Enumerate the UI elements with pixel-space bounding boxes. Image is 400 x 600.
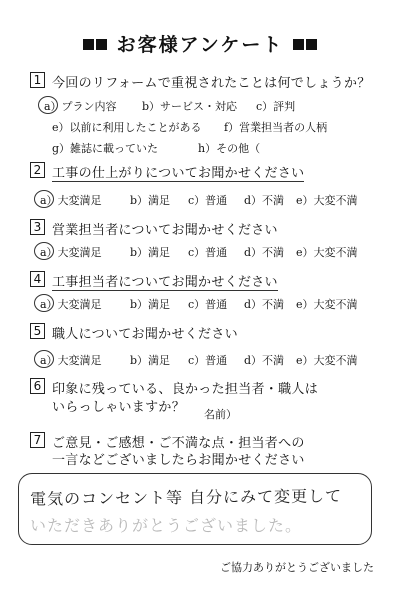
question-number: 1 [30,72,45,88]
question-text: ご意見・ご感想・ご不満な点・担当者への [52,436,305,451]
survey-title-row [0,30,400,57]
question-text: 工事担当者についてお聞かせください [52,271,278,291]
square-bullet-icon [96,39,107,50]
question-number: 4 [30,271,45,287]
question-number: 3 [30,219,45,235]
option-very-dissatisfied: e）大変不満 [296,354,358,367]
option-service: b）サービス・対応 [142,100,238,113]
square-bullet-icon [83,39,94,50]
option-other: h）その他（ [198,142,261,155]
question-text: 今回のリフォームで重視されたことは何でしょうか？ [52,76,371,91]
option-very-satisfied: a）大変満足 [40,354,102,367]
question-text: 職人についてお聞かせください [52,327,238,342]
option-very-dissatisfied: e）大変不満 [296,298,358,311]
option-dissatisfied: d）不満 [244,194,285,207]
option-very-satisfied: a）大変満足 [40,246,102,259]
question-number: 6 [30,378,45,394]
option-sales-personality: f）営業担当者の人柄 [224,121,328,134]
option-very-satisfied: a）大変満足 [40,194,102,207]
option-neutral: c）普通 [188,194,228,207]
thank-you-footer: ご協力ありがとうございました [220,561,374,574]
question-number: 2 [30,162,45,178]
option-magazine: g）雑誌に載っていた [52,142,159,155]
square-bullet-icon [293,39,304,50]
question-text: 印象に残っている、良かった担当者・職人は [52,382,319,397]
option-satisfied: b）満足 [130,194,171,207]
option-satisfied: b）満足 [130,246,171,259]
handwritten-comment-line2: いただきありがとうございました。 [30,516,303,535]
option-neutral: c）普通 [188,246,228,259]
question-text: 営業担当者についてお聞かせください [52,223,278,238]
option-very-dissatisfied: e）大変不満 [296,194,358,207]
question-text-line2: 一言などございましたらお聞かせください [52,453,305,468]
option-very-dissatisfied: e）大変不満 [296,246,358,259]
name-label: 名前） [204,408,237,421]
question-number: 7 [30,432,45,448]
question-text: 工事の仕上がりについてお聞かせください [52,162,304,182]
handwritten-comment-line1: 電気のコンセント等 自分にみて変更して [29,486,343,509]
option-satisfied: b）満足 [130,298,171,311]
question-number: 5 [30,323,45,339]
option-dissatisfied: d）不満 [244,354,285,367]
option-neutral: c）普通 [188,298,228,311]
option-dissatisfied: d）不満 [244,298,285,311]
option-very-satisfied: a）大変満足 [40,298,102,311]
option-plan: a）プラン内容 [44,100,117,113]
survey-title: お客様アンケート [116,34,284,56]
option-previous-use: e）以前に利用したことがある [52,121,202,134]
option-neutral: c）普通 [188,354,228,367]
square-bullet-icon [306,39,317,50]
option-reputation: c）評判 [256,100,296,113]
option-satisfied: b）満足 [130,354,171,367]
question-text-line2: いらっしゃいますか？ [52,400,186,415]
option-dissatisfied: d）不満 [244,246,285,259]
